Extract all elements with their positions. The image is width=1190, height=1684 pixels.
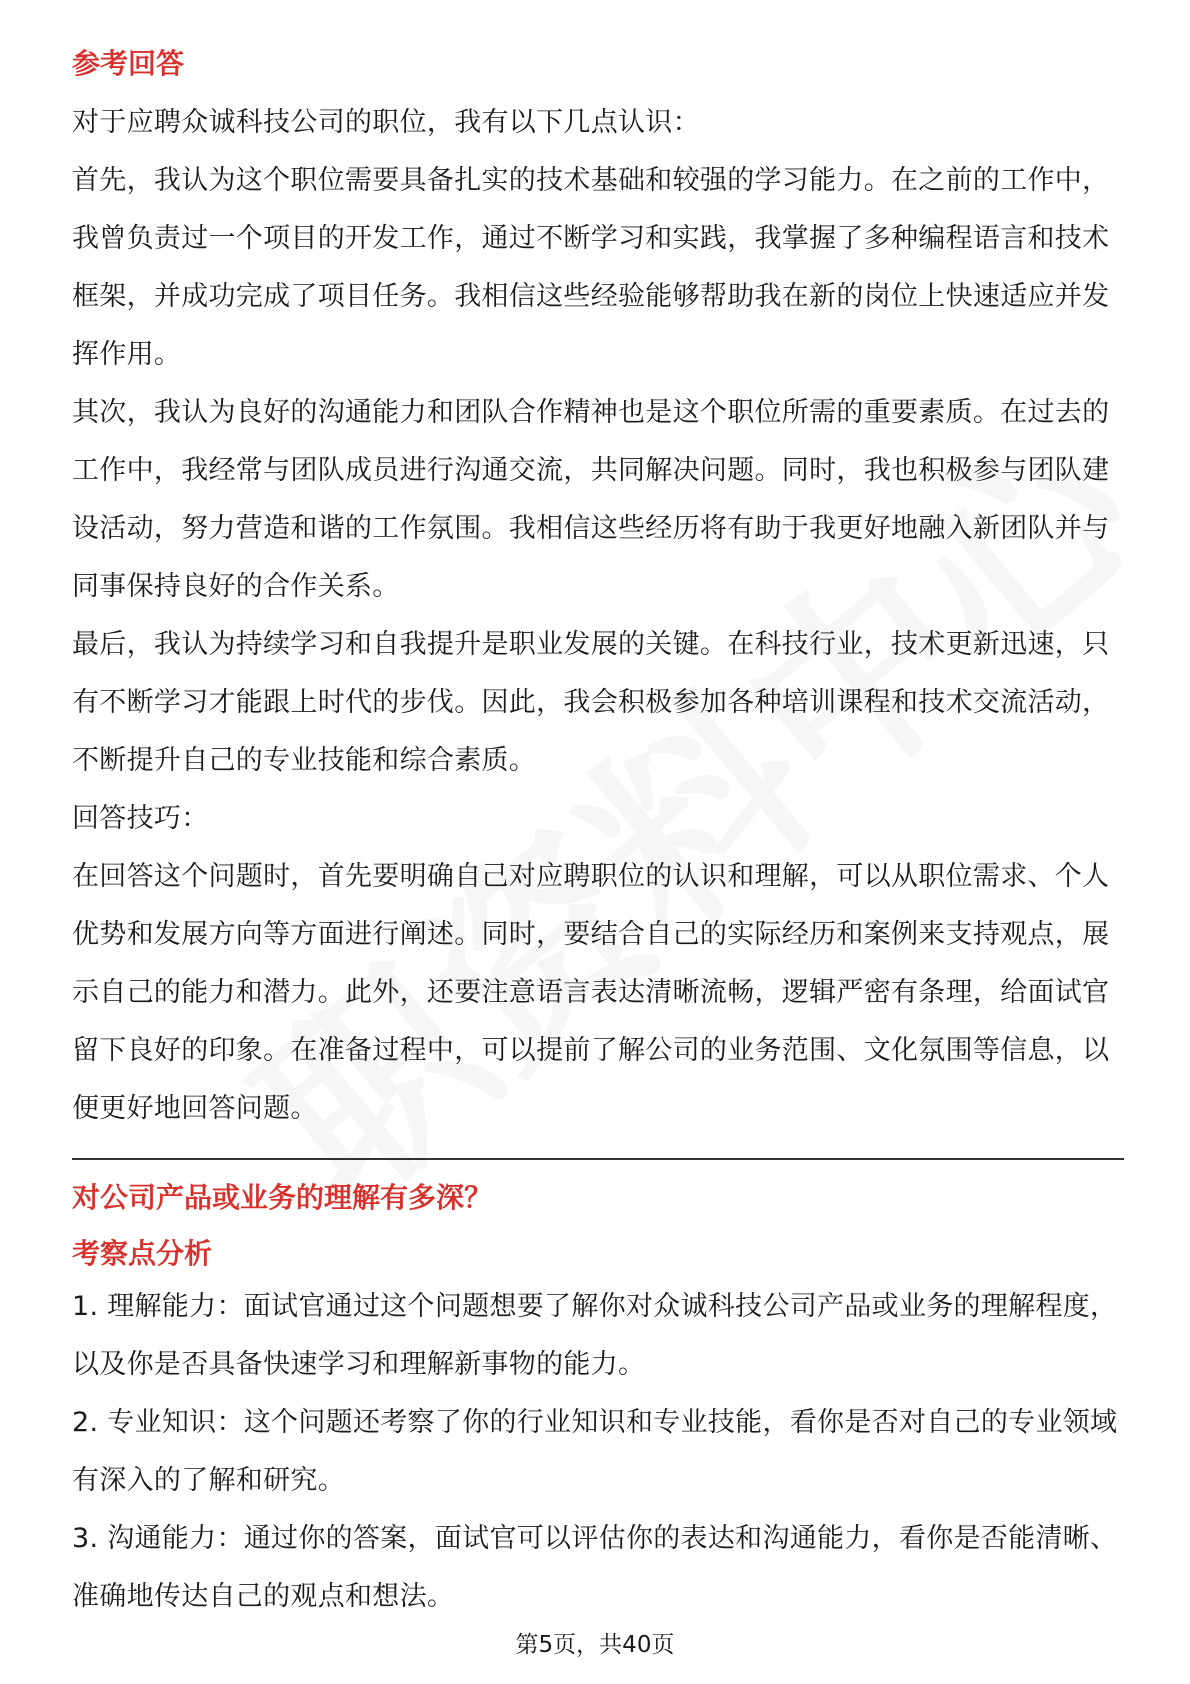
answer-heading: 参考回答 bbox=[72, 47, 185, 80]
question-title: 对公司产品或业务的理解有多深？ bbox=[72, 1181, 493, 1214]
answer-paragraph: 其次，我认为良好的沟通能力和团队合作精神也是这个职位所需的重要素质。在过去的工作中，我经常与团队成员进行沟通交流，共同解决问题。同时，我也积极参与团队建设活动，努力营造和谐的工作氛围。我相信这些经历将有助于我更好地融入新团队并与同事保持良好的合作关系。 bbox=[72, 397, 1110, 602]
analysis-point: 1. 理解能力：面试官通过这个问题想要了解你对众诚科技公司产品或业务的理解程度，以及你是否具备快速学习和理解新事物的能力。 bbox=[72, 1291, 1118, 1380]
answer-paragraph: 对于应聘众诚科技公司的职位，我有以下几点认识： bbox=[72, 107, 700, 138]
analysis-point: 2. 专业知识：这个问题还考察了你的行业知识和专业技能，看你是否对自己的专业领域有深入的了解和研究。 bbox=[72, 1407, 1118, 1496]
document-page bbox=[72, 44, 1124, 1626]
tips-label: 回答技巧： bbox=[72, 803, 209, 834]
answer-paragraph: 首先，我认为这个职位需要具备扎实的技术基础和较强的学习能力。在之前的工作中，我曾负责过一个项目的开发工作，通过不断学习和实践，我掌握了多种编程语言和技术框架，并成功完成了项目任务。我相信这些经验能够帮助我在新的岗位上快速适应并发挥作用。 bbox=[72, 165, 1110, 370]
answer-paragraph: 最后，我认为持续学习和自我提升是职业发展的关键。在科技行业，技术更新迅速，只有不断学习才能跟上时代的步伐。因此，我会积极参加各种培训课程和技术交流活动，不断提升自己的专业技能和综合素质。 bbox=[72, 629, 1110, 776]
section-divider bbox=[72, 1158, 1124, 1160]
analysis-point: 3. 沟通能力：通过你的答案，面试官可以评估你的表达和沟通能力，看你是否能清晰、准确地传达自己的观点和想法。 bbox=[72, 1523, 1118, 1612]
page-number: 第5页，共40页 bbox=[515, 1632, 675, 1658]
analysis-heading: 考察点分析 bbox=[72, 1237, 213, 1270]
tips-paragraph: 在回答这个问题时，首先要明确自己对应聘职位的认识和理解，可以从职位需求、个人优势和发展方向等方面进行阐述。同时，要结合自己的实际经历和案例来支持观点，展示自己的能力和潜力。此外，还要注意语言表达清晰流畅，逻辑严密有条理，给面试官留下良好的印象。在准备过程中，可以提前了解公司的业务范围、文化氛围等信息，以便更好地回答问题。 bbox=[72, 861, 1110, 1124]
